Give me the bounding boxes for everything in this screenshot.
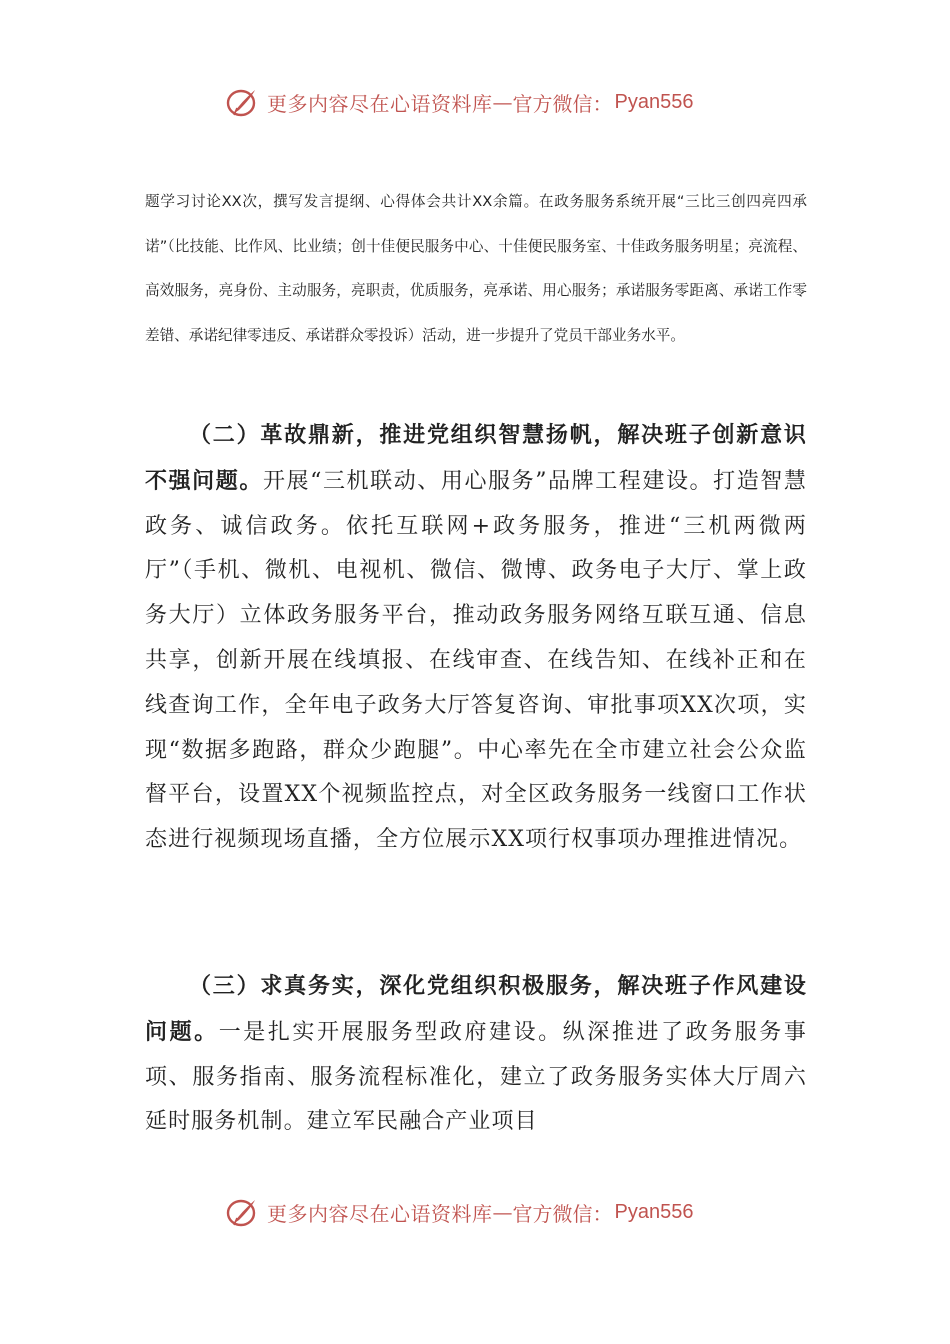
paragraph-2: [145, 413, 807, 863]
header-banner: [225, 82, 725, 122]
paragraph-3-body: 一是扎实开展服务型政府建设。纵深推进了政务服务事项、服务指南、服务流程标准化，建立了政务服务实体大厅周六延时服务机制。建立军民融合产业项目: [145, 1019, 807, 1135]
banner-wechat-id: Pyan556: [614, 90, 694, 113]
quill-pen-logo-icon: [225, 1194, 261, 1230]
banner-dash: —: [492, 1200, 513, 1224]
paragraph-3-heading: （三）求真务实，深化党组织积极服务，解决班子作风建设问题。: [145, 973, 807, 1045]
banner-wechat-label: 官方微信：: [512, 91, 613, 116]
paragraph-2-body: 开展“三机联动、用心服务”品牌工程建设。打造智慧政务、诚信政务。依托互联网+政务服务，推进“三机两微两厅”（手机、微机、电视机、微信、微博、政务电子大厅、掌上政务大厅）立体政务服务平台，推动政务服务网络互联互通、信息共享，创新开展在线填报、在线审查、在线告知、在线补正和在线查询工作，全年电子政务大厅答复咨询、审批事项XX次项，实现“数据多跑路，群众少跑腿”。中心率先在全市建立社会公众监督平台，设置XX个视频监控点，对全区政务服务一线窗口工作状态进行视频现场直播，全方位展示XX项行权事项办理推进情况。: [145, 468, 807, 853]
paragraph-2-heading: （二）革故鼎新，推进党组织智慧扬帆，解决班子创新意识不强问题。: [145, 422, 807, 494]
paragraph-3: [145, 964, 807, 1145]
banner-wechat-label: 官方微信：: [512, 1201, 613, 1226]
footer-banner: [225, 1192, 725, 1232]
banner-text: 更多内容尽在心语资料库: [267, 1201, 493, 1226]
banner-dash: —: [492, 90, 513, 114]
banner-text: 更多内容尽在心语资料库: [267, 91, 493, 116]
paragraph-1: 题学习讨论XX次，撰写发言提纲、心得体会共计XX余篇。在政务服务系统开展“三比三创四亮四承诺”（比技能、比作风、比业绩；创十佳便民服务中心、十佳便民服务室、十佳政务服务明星；亮流程、高效服务，亮身份、主动服务，亮职责，优质服务，亮承诺、用心服务；承诺服务零距离、承诺工作零差错、承诺纪律零违反、承诺群众零投诉）活动，进一步提升了党员干部业务水平。: [145, 193, 807, 344]
quill-pen-logo-icon: [225, 84, 261, 120]
banner-wechat-id: Pyan556: [614, 1200, 694, 1223]
